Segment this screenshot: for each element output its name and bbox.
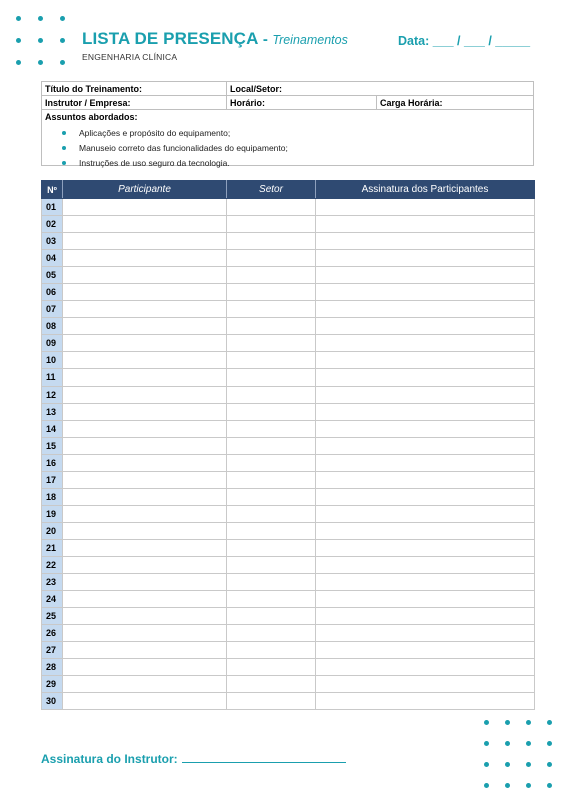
sector-cell[interactable] <box>227 539 316 556</box>
table-row <box>42 556 535 573</box>
table-row <box>42 591 535 608</box>
participant-cell[interactable] <box>63 471 227 488</box>
row-number: 15 <box>42 437 63 454</box>
table-row <box>42 539 535 556</box>
instructor-signature <box>41 752 346 766</box>
sector-cell[interactable] <box>227 642 316 659</box>
row-number: 29 <box>42 676 63 693</box>
column-header-participant: Participante <box>63 181 227 199</box>
table-row <box>42 403 535 420</box>
participant-cell[interactable] <box>63 454 227 471</box>
row-number: 03 <box>42 233 63 250</box>
table-row <box>42 642 535 659</box>
row-number: 16 <box>42 454 63 471</box>
signature-cell[interactable] <box>316 199 535 216</box>
sector-cell[interactable] <box>227 471 316 488</box>
signature-cell[interactable] <box>316 574 535 591</box>
signature-cell[interactable] <box>316 539 535 556</box>
participant-cell[interactable] <box>63 574 227 591</box>
signature-cell[interactable] <box>316 386 535 403</box>
signature-cell[interactable] <box>316 608 535 625</box>
column-header-signature: Assinatura dos Participantes <box>316 181 535 199</box>
row-number: 14 <box>42 420 63 437</box>
row-number: 17 <box>42 471 63 488</box>
participant-cell[interactable] <box>63 676 227 693</box>
dot <box>547 720 552 725</box>
participant-cell[interactable] <box>63 642 227 659</box>
table-row <box>42 233 535 250</box>
sector-cell[interactable] <box>227 574 316 591</box>
participant-cell[interactable] <box>63 437 227 454</box>
row-number: 19 <box>42 505 63 522</box>
signature-cell[interactable] <box>316 284 535 301</box>
signature-cell[interactable] <box>316 437 535 454</box>
topics-list <box>62 126 288 171</box>
signature-cell[interactable] <box>316 454 535 471</box>
column-header-sector: Setor <box>227 181 316 199</box>
attendance-body <box>42 199 535 710</box>
sector-cell[interactable] <box>227 505 316 522</box>
participant-cell[interactable] <box>63 335 227 352</box>
sector-cell[interactable] <box>227 233 316 250</box>
table-row <box>42 250 535 267</box>
participant-cell[interactable] <box>63 488 227 505</box>
table-row <box>42 216 535 233</box>
signature-cell[interactable] <box>316 403 535 420</box>
table-row <box>42 608 535 625</box>
row-number: 27 <box>42 642 63 659</box>
signature-cell[interactable] <box>316 301 535 318</box>
decorative-dots-top-left <box>16 16 65 65</box>
row-number: 20 <box>42 522 63 539</box>
row-number: 26 <box>42 625 63 642</box>
info-row-instructor <box>42 96 533 110</box>
table-row <box>42 199 535 216</box>
sector-cell[interactable] <box>227 625 316 642</box>
dot <box>484 741 489 746</box>
training-info-box <box>41 81 534 166</box>
dot <box>484 762 489 767</box>
schedule-field[interactable]: Horário: <box>230 98 266 108</box>
workload-field[interactable]: Carga Horária: <box>380 98 443 108</box>
sector-cell[interactable] <box>227 267 316 284</box>
sector-cell[interactable] <box>227 301 316 318</box>
dot <box>484 720 489 725</box>
participant-cell[interactable] <box>63 267 227 284</box>
page-subtitle: Treinamentos <box>272 33 348 47</box>
sector-cell[interactable] <box>227 454 316 471</box>
participant-cell[interactable] <box>63 625 227 642</box>
participant-cell[interactable] <box>63 250 227 267</box>
topic-item: Manuseio correto das funcionalidades do equipamento; <box>62 141 288 156</box>
dot <box>526 762 531 767</box>
training-title-field[interactable]: Título do Treinamento: <box>45 84 142 94</box>
row-number: 06 <box>42 284 63 301</box>
topic-item: Instruções de uso seguro da tecnologia. <box>62 156 288 171</box>
table-row <box>42 454 535 471</box>
title-line <box>82 30 348 49</box>
dot <box>16 16 21 21</box>
sector-cell[interactable] <box>227 420 316 437</box>
sector-cell[interactable] <box>227 352 316 369</box>
dot <box>526 741 531 746</box>
table-row <box>42 318 535 335</box>
table-row <box>42 574 535 591</box>
participant-cell[interactable] <box>63 301 227 318</box>
dot <box>505 762 510 767</box>
participant-cell[interactable] <box>63 369 227 386</box>
sector-cell[interactable] <box>227 403 316 420</box>
participant-cell[interactable] <box>63 539 227 556</box>
signature-cell[interactable] <box>316 335 535 352</box>
participant-cell[interactable] <box>63 216 227 233</box>
decorative-dots-bottom-right <box>484 720 552 788</box>
signature-cell[interactable] <box>316 522 535 539</box>
dot <box>547 762 552 767</box>
dot <box>484 783 489 788</box>
instructor-signature-line[interactable] <box>182 752 346 763</box>
table-row <box>42 437 535 454</box>
signature-cell[interactable] <box>316 642 535 659</box>
table-row <box>42 625 535 642</box>
dot <box>60 16 65 21</box>
participant-cell[interactable] <box>63 403 227 420</box>
table-row <box>42 284 535 301</box>
dot <box>505 783 510 788</box>
signature-cell[interactable] <box>316 216 535 233</box>
signature-cell[interactable] <box>316 369 535 386</box>
signature-cell[interactable] <box>316 659 535 676</box>
column-header-number: Nº <box>42 181 63 199</box>
department-label: ENGENHARIA CLÍNICA <box>82 52 178 62</box>
dot <box>38 38 43 43</box>
dot <box>60 38 65 43</box>
table-row <box>42 522 535 539</box>
row-number: 12 <box>42 386 63 403</box>
table-row <box>42 676 535 693</box>
row-number: 18 <box>42 488 63 505</box>
sector-cell[interactable] <box>227 386 316 403</box>
dot <box>38 60 43 65</box>
sector-cell[interactable] <box>227 199 316 216</box>
table-header-row <box>42 181 535 199</box>
dot <box>505 741 510 746</box>
signature-cell[interactable] <box>316 318 535 335</box>
participant-cell[interactable] <box>63 693 227 710</box>
sector-cell[interactable] <box>227 591 316 608</box>
row-number: 28 <box>42 659 63 676</box>
signature-cell[interactable] <box>316 556 535 573</box>
sector-cell[interactable] <box>227 369 316 386</box>
row-number: 07 <box>42 301 63 318</box>
row-number: 21 <box>42 539 63 556</box>
participant-cell[interactable] <box>63 386 227 403</box>
table-row <box>42 386 535 403</box>
dot <box>60 60 65 65</box>
participant-cell[interactable] <box>63 505 227 522</box>
participant-cell[interactable] <box>63 591 227 608</box>
dot <box>38 16 43 21</box>
sector-cell[interactable] <box>227 216 316 233</box>
row-number: 24 <box>42 591 63 608</box>
row-number: 08 <box>42 318 63 335</box>
info-row-title <box>42 82 533 96</box>
table-row <box>42 369 535 386</box>
sector-cell[interactable] <box>227 676 316 693</box>
sector-cell[interactable] <box>227 335 316 352</box>
signature-cell[interactable] <box>316 267 535 284</box>
row-number: 22 <box>42 556 63 573</box>
row-number: 09 <box>42 335 63 352</box>
row-number: 04 <box>42 250 63 267</box>
participant-cell[interactable] <box>63 352 227 369</box>
sector-cell[interactable] <box>227 250 316 267</box>
row-number: 25 <box>42 608 63 625</box>
table-row <box>42 335 535 352</box>
header <box>82 30 348 62</box>
signature-cell[interactable] <box>316 471 535 488</box>
table-row <box>42 505 535 522</box>
table-row <box>42 471 535 488</box>
date-field[interactable]: Data: ___ / ___ / _____ <box>398 34 531 48</box>
dot <box>16 60 21 65</box>
participant-cell[interactable] <box>63 420 227 437</box>
signature-cell[interactable] <box>316 420 535 437</box>
dot <box>547 741 552 746</box>
signature-cell[interactable] <box>316 233 535 250</box>
signature-cell[interactable] <box>316 352 535 369</box>
sector-cell[interactable] <box>227 488 316 505</box>
table-row <box>42 301 535 318</box>
topic-item: Aplicações e propósito do equipamento; <box>62 126 288 141</box>
participant-cell[interactable] <box>63 659 227 676</box>
participant-cell[interactable] <box>63 233 227 250</box>
row-number: 13 <box>42 403 63 420</box>
row-number: 10 <box>42 352 63 369</box>
participant-cell[interactable] <box>63 522 227 539</box>
location-field[interactable]: Local/Setor: <box>230 84 283 94</box>
sector-cell[interactable] <box>227 693 316 710</box>
table-row <box>42 693 535 710</box>
table-row <box>42 659 535 676</box>
sector-cell[interactable] <box>227 522 316 539</box>
row-number: 23 <box>42 574 63 591</box>
signature-cell[interactable] <box>316 488 535 505</box>
table-row <box>42 488 535 505</box>
dot <box>526 720 531 725</box>
page-title: LISTA DE PRESENÇA <box>82 29 259 48</box>
participant-cell[interactable] <box>63 199 227 216</box>
sector-cell[interactable] <box>227 608 316 625</box>
participant-cell[interactable] <box>63 284 227 301</box>
sector-cell[interactable] <box>227 437 316 454</box>
sector-cell[interactable] <box>227 556 316 573</box>
attendance-table <box>41 180 535 710</box>
dot <box>526 783 531 788</box>
row-number: 01 <box>42 199 63 216</box>
participant-cell[interactable] <box>63 556 227 573</box>
participant-cell[interactable] <box>63 608 227 625</box>
dot <box>505 720 510 725</box>
signature-cell[interactable] <box>316 591 535 608</box>
signature-cell[interactable] <box>316 625 535 642</box>
signature-cell[interactable] <box>316 693 535 710</box>
signature-cell[interactable] <box>316 505 535 522</box>
row-number: 11 <box>42 369 63 386</box>
sector-cell[interactable] <box>227 318 316 335</box>
row-number: 30 <box>42 693 63 710</box>
topics-label: Assuntos abordados: <box>45 112 138 122</box>
table-row <box>42 420 535 437</box>
sector-cell[interactable] <box>227 659 316 676</box>
sector-cell[interactable] <box>227 284 316 301</box>
table-row <box>42 352 535 369</box>
instructor-signature-label: Assinatura do Instrutor: <box>41 752 178 766</box>
dot <box>547 783 552 788</box>
row-number: 02 <box>42 216 63 233</box>
row-number: 05 <box>42 267 63 284</box>
participant-cell[interactable] <box>63 318 227 335</box>
table-row <box>42 267 535 284</box>
instructor-field[interactable]: Instrutor / Empresa: <box>45 98 131 108</box>
signature-cell[interactable] <box>316 250 535 267</box>
title-separator: - <box>262 31 268 48</box>
dot <box>16 38 21 43</box>
signature-cell[interactable] <box>316 676 535 693</box>
